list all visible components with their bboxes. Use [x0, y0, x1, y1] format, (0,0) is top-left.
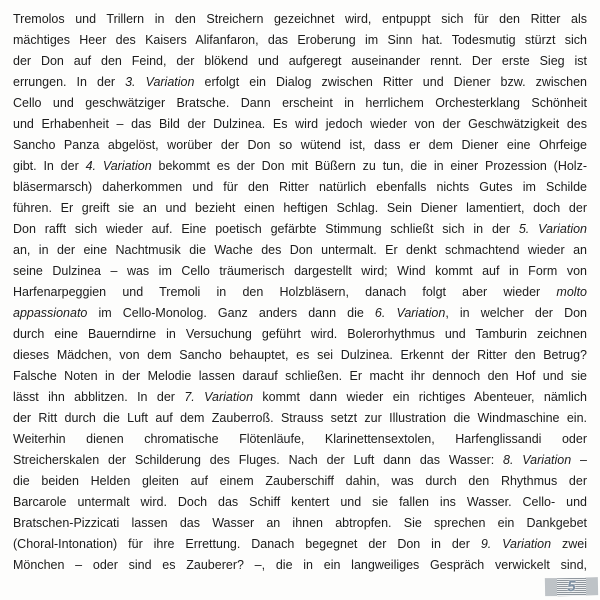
line-text	[13, 474, 587, 488]
text-line	[13, 345, 587, 366]
text-segment: (Choral-Intonation) für ihre Errettung. Danach begegnet der Don in der	[13, 537, 481, 551]
line-text	[13, 201, 587, 215]
line-text	[13, 96, 587, 110]
line-text	[13, 453, 587, 467]
line-text	[13, 12, 587, 26]
line-text	[13, 327, 587, 341]
text-line	[13, 387, 587, 408]
line-text	[13, 264, 587, 278]
text-segment: dieses Mädchen, von dem Sancho behauptet, es sei Dulzinea. Erkennt der Ritter den Betrug?	[13, 348, 587, 362]
text-line	[13, 450, 587, 471]
text-line	[13, 93, 587, 114]
text-line	[13, 555, 587, 576]
line-text	[13, 75, 587, 89]
text-segment: Weiterhin dienen chromatische Flötenläufe, Klarinettensextolen, Harfenglissandi oder	[13, 432, 587, 446]
line-text	[13, 285, 587, 299]
text-line	[13, 240, 587, 261]
line-text	[13, 117, 587, 131]
text-line	[13, 30, 587, 51]
text-segment: der Ritt durch die Luft auf dem Zauberroß. Strauss setzt zur Illustration die Windmaschine ein.	[13, 411, 587, 425]
text-segment: mächtiges Heer des Kaisers Alifanfaron, das Eroberung im Sinn hat. Todesmutig stürzt sich	[13, 33, 587, 47]
line-text	[13, 516, 587, 530]
text-line	[13, 534, 587, 555]
line-text	[13, 159, 587, 173]
text-segment: die beiden Helden gleiten auf einem Zauberschiff dahin, was durch den Rhythmus der	[13, 474, 587, 488]
text-segment: gibt. In der	[13, 159, 86, 173]
text-line	[13, 282, 587, 303]
text-line	[13, 219, 587, 240]
line-text	[13, 495, 587, 509]
line-text	[13, 558, 587, 572]
text-segment: Streicherskalen der Schilderung des Fluges. Nach der Luft dann das Wasser:	[13, 453, 504, 467]
text-segment: Falsche Noten in der Melodie lassen darauf schließen. Er macht ihr dennoch den Hof und sie	[13, 369, 587, 383]
line-text	[13, 537, 587, 551]
text-segment: Tremolos und Trillern in den Streichern gezeichnet wird, entpuppt sich für den Ritter als	[13, 12, 587, 26]
line-text	[13, 138, 587, 152]
text-line	[13, 72, 587, 93]
line-text	[13, 369, 587, 383]
text-segment: lässt ihn abblitzen. In der	[13, 390, 185, 404]
text-line	[13, 156, 587, 177]
text-line	[13, 471, 587, 492]
text-segment: Bratschen-Pizzicati lassen das Wasser an ihnen abtropfen. Sie sprechen ein Dankgebet	[13, 516, 587, 530]
line-text	[13, 306, 587, 320]
text-segment-italic: molto	[556, 285, 587, 299]
line-text	[13, 411, 587, 425]
text-line	[13, 513, 587, 534]
text-line	[13, 429, 587, 450]
text-segment: an, in der eine Nachtmusik die Wache des Don untermalt. Er denkt schmachtend wieder an	[13, 243, 587, 257]
text-segment-italic: 4. Variation	[85, 159, 152, 173]
line-text	[13, 432, 587, 446]
article-text	[13, 9, 587, 576]
text-line	[13, 198, 587, 219]
text-segment-italic: 3. Variation	[125, 75, 195, 89]
footer-stripes-decoration	[545, 578, 598, 597]
text-line	[13, 135, 587, 156]
text-segment: , in welcher der Don	[445, 306, 587, 320]
text-segment: –	[571, 453, 587, 467]
text-line	[13, 51, 587, 72]
text-line	[13, 408, 587, 429]
text-line	[13, 492, 587, 513]
text-segment: zwei	[551, 537, 587, 551]
line-text	[13, 222, 587, 236]
text-segment: kommt dann wieder ein richtiges Abenteuer, nämlich	[253, 390, 587, 404]
text-line	[13, 366, 587, 387]
page-number: 5	[567, 577, 576, 596]
text-segment: erfolgt ein Dialog zwischen Ritter und Diener bzw. zwischen	[194, 75, 587, 89]
line-text	[13, 33, 587, 47]
text-segment: Don rafft sich wieder auf. Eine poetisch gefärbte Stimmung schließt sich in der	[13, 222, 519, 236]
text-segment: durch eine Bauerndirne in Versuchung geführt wird. Bolerorhythmus und Tamburin zeichnen	[13, 327, 587, 341]
text-segment: Sancho Panza abgelöst, worüber der Don so wütend ist, dass er dem Diener eine Ohrfeige	[13, 138, 587, 152]
text-line	[13, 303, 587, 324]
text-segment-italic: 6. Variation	[374, 306, 446, 320]
text-line	[13, 114, 587, 135]
text-line	[13, 261, 587, 282]
line-text	[13, 243, 587, 257]
text-segment-italic: 5. Variation	[518, 222, 587, 236]
text-segment-italic: appassionato	[13, 306, 88, 320]
line-text	[13, 348, 587, 362]
text-segment: seine Dulzinea – was im Cello träumerisch dargestellt wird; Wind kommt auf in Form von	[13, 264, 587, 278]
text-segment: der Don auf den Feind, der blökend und aufgeregt auseinander rennt. Der erste Sieg ist	[13, 54, 587, 68]
text-segment: Barcarole untermalt wird. Doch das Schiff kentert und sie fallen ins Wasser. Cello- und	[13, 495, 587, 509]
line-text	[13, 54, 587, 68]
text-segment-italic: 9. Variation	[480, 537, 552, 551]
text-segment-italic: 7. Variation	[184, 390, 254, 404]
text-segment: im Cello-Monolog. Ganz anders dann die	[87, 306, 375, 320]
text-segment-italic: 8. Variation	[503, 453, 572, 467]
text-line	[13, 324, 587, 345]
text-segment: errungen. In der	[13, 75, 126, 89]
text-segment: bekommt es der Don mit Büßern zu tun, die in einer Prozession (Holz-	[151, 159, 587, 173]
text-segment: führen. Er greift sie an und bezieht einen heftigen Schlag. Sein Diener lamentiert, doch der	[13, 201, 587, 215]
line-text	[13, 180, 587, 194]
text-segment: bläsermarsch) daherkommen und für den Ritter natürlich ebenfalls nichts Gutes im Schilde	[13, 180, 587, 194]
text-segment: Mönchen – oder sind es Zauberer? –, die in ein langweiliges Gespräch verwickelt sind,	[13, 558, 587, 572]
line-text	[13, 390, 587, 404]
text-segment: und Erhabenheit – das Bild der Dulzinea. Es wird jedoch wieder von der Geschwätzigkeit des	[13, 117, 587, 131]
text-line	[13, 9, 587, 30]
text-segment: Harfenarpeggien und Tremoli in den Holzbläsern, danach folgt aber wieder	[13, 285, 557, 299]
text-line	[13, 177, 587, 198]
text-segment: Cello und geschwätziger Bratsche. Dann erscheint in herrlichem Orchesterklang Schönheit	[13, 96, 587, 110]
